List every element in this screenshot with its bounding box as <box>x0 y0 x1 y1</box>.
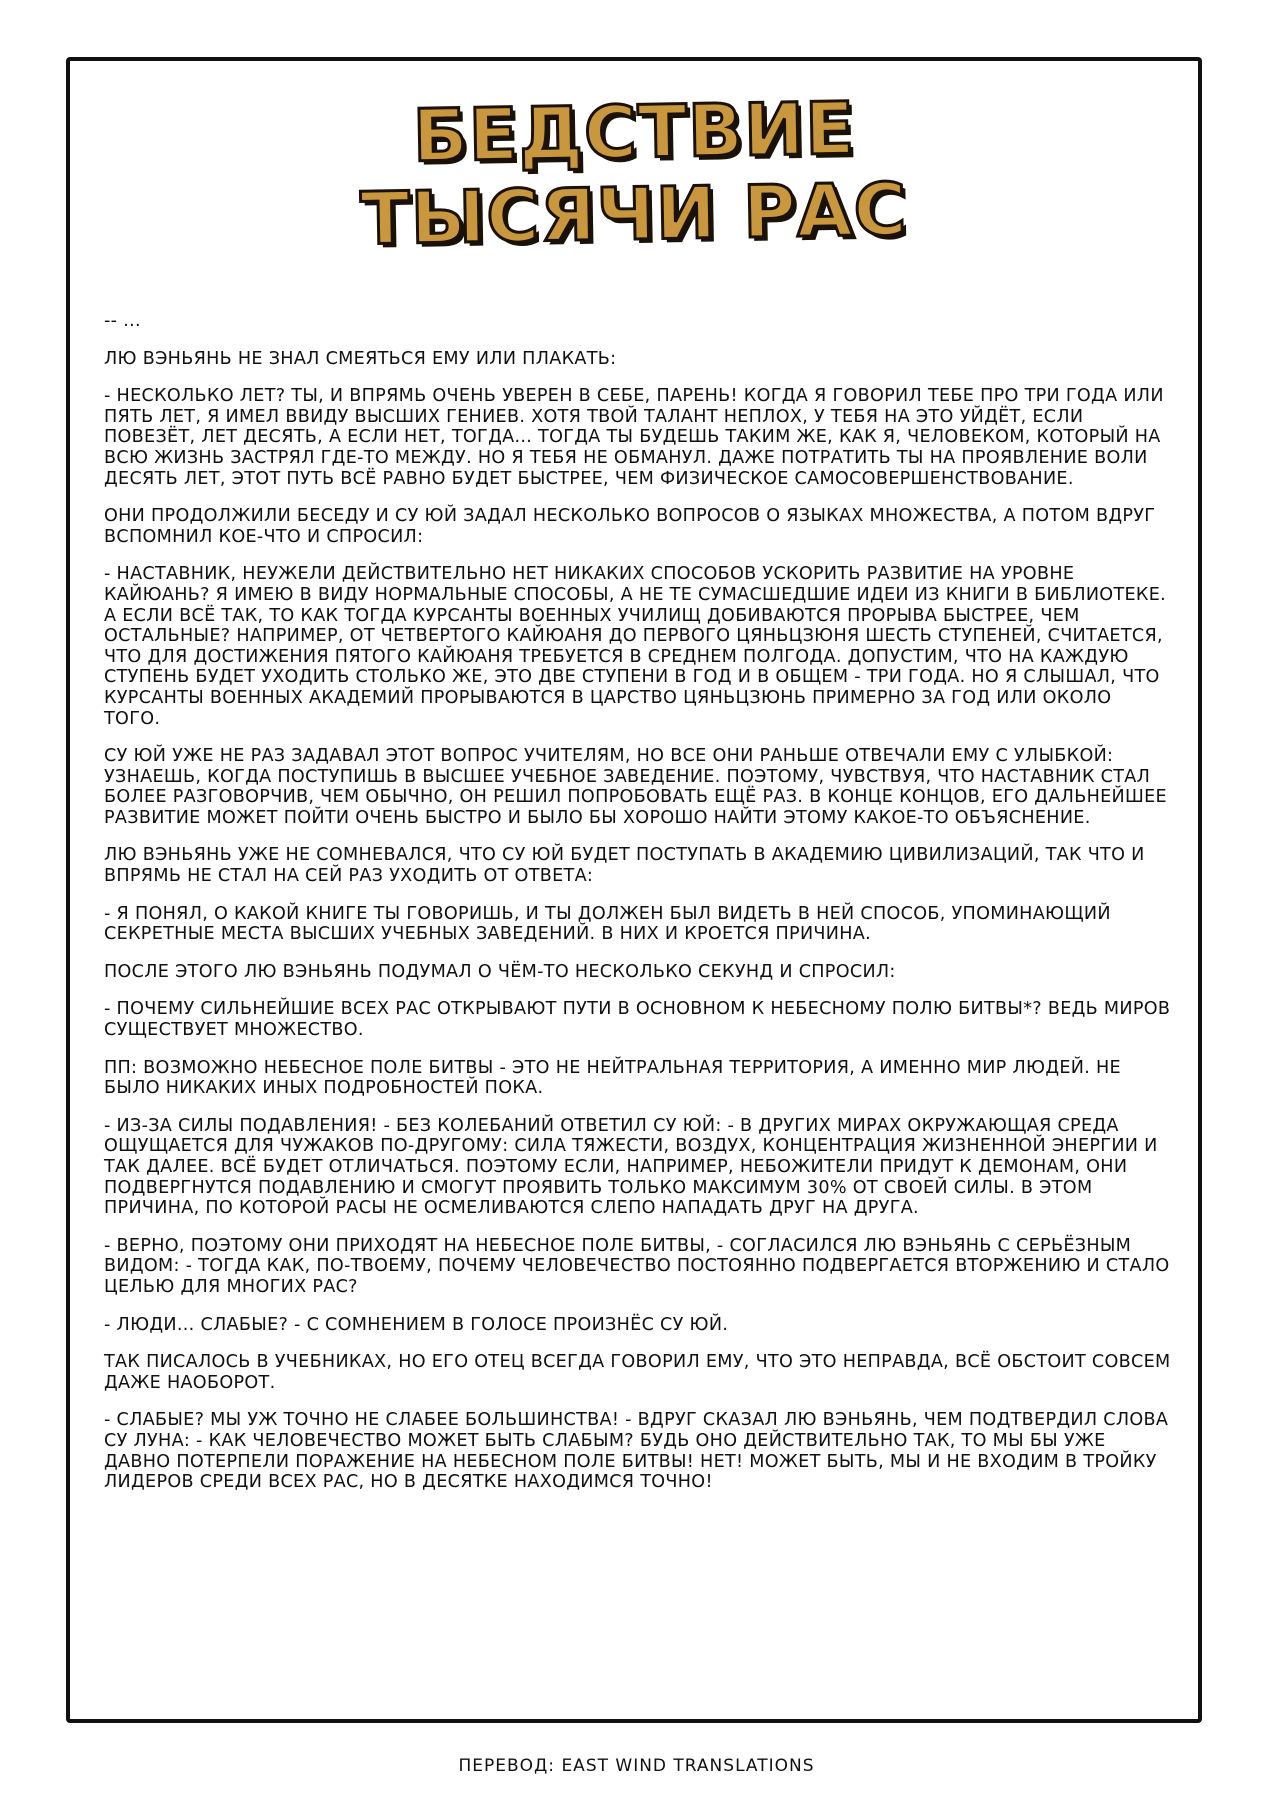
paragraph: ЛЮ ВЭНЬЯНЬ УЖЕ НЕ СОМНЕВАЛСЯ, ЧТО СУ ЮЙ БУДЕТ ПОСТУПАТЬ В АКАДЕМИЮ ЦИВИЛИЗАЦИЙ, ТАК ЧТО И ВПРЯМЬ НЕ СТАЛ НА СЕЙ РАЗ УХОДИТЬ ОТ ОТВЕТА: <box>104 845 1145 887</box>
paragraph: ЛЮ ВЭНЬЯНЬ НЕ ЗНАЛ СМЕЯТЬСЯ ЕМУ ИЛИ ПЛАКАТЬ: <box>104 348 617 369</box>
paragraph: ТАК ПИСАЛОСЬ В УЧЕБНИКАХ, НО ЕГО ОТЕЦ ВСЕГДА ГОВОРИЛ ЕМУ, ЧТО ЭТО НЕПРАВДА, ВСЁ ОБСТОИТ СОВСЕМ ДАЖЕ НАОБОРОТ. <box>104 1352 1171 1393</box>
paragraph: - ЛЮДИ... СЛАБЫЕ? - С СОМНЕНИЕМ В ГОЛОСЕ ПРОИЗНЁС СУ ЮЙ. <box>104 1314 729 1335</box>
title-line-2: ТЫСЯЧИ РАС <box>359 167 909 261</box>
paragraph: - ПОЧЕМУ СИЛЬНЕЙШИЕ ВСЕХ РАС ОТКРЫВАЮТ ПУТИ В ОСНОВНОМ К НЕБЕСНОМУ ПОЛЮ БИТВЫ*? ВЕДЬ МИРОВ СУЩЕСТВУЕТ МНОЖЕСТВО. <box>104 999 1171 1041</box>
paragraph: - ВЕРНО, ПОЭТОМУ ОНИ ПРИХОДЯТ НА НЕБЕСНОЕ ПОЛЕ БИТВЫ, - СОГЛАСИЛСЯ ЛЮ ВЭНЬЯНЬ С СЕРЬЁЗНЫМ ВИДОМ: - ТОГДА КАК, ПО-ТВОЕМУ, ПОЧЕМУ ЧЕЛОВЕЧЕСТВО ПОСТОЯННО ПОДВЕРГАЕТСЯ ВТОРЖЕНИЮ И СТАЛО ЦЕЛЬЮ ДЛЯ МНОГИХ РАС? <box>104 1235 1170 1297</box>
paragraph: - ИЗ-ЗА СИЛЫ ПОДАВЛЕНИЯ! - БЕЗ КОЛЕБАНИЙ ОТВЕТИЛ СУ ЮЙ: - В ДРУГИХ МИРАХ ОКРУЖАЮЩАЯ СРЕДА ОЩУЩАЕТСЯ ДЛЯ ЧУЖАКОВ ПО-ДРУГОМУ: СИЛА ТЯЖЕСТИ, ВОЗДУХ, КОНЦЕНТРАЦИЯ ЖИЗНЕННОЙ ЭНЕРГИИ И ТАК ДАЛЕЕ. ВСЁ БУДЕТ ОТЛИЧАТЬСЯ. ПОЭТОМУ ЕСЛИ, НАПРИМЕР, НЕБОЖИТЕЛИ ПРИДУТ К ДЕМОНАМ, ОНИ ПОДВЕРГНУТСЯ ПОДАВЛЕНИЮ И СМОГУТ ПРОЯВИТЬ ТОЛЬКО МАКСИМУМ 30% ОТ СВОЕЙ СИЛЫ. В ЭТОМ ПРИЧИНА, ПО КОТОРОЙ РАСЫ НЕ ОСМЕЛИВАЮТСЯ СЛЕПО НАПАДАТЬ ДРУГ НА ДРУГА. <box>104 1115 1158 1219</box>
paragraph: ОНИ ПРОДОЛЖИЛИ БЕСЕДУ И СУ ЮЙ ЗАДАЛ НЕСКОЛЬКО ВОПРОСОВ О ЯЗЫКАХ МНОЖЕСТВА, А ПОТОМ ВДРУГ ВСПОМНИЛ КОЕ-ЧТО И СПРОСИЛ: <box>104 506 1156 547</box>
chapter-text <box>104 311 1172 1510</box>
page-frame <box>66 57 1202 1723</box>
translation-credit: ПЕРЕВОД: EAST WIND TRANSLATIONS <box>458 1756 815 1776</box>
paragraph: СУ ЮЙ УЖЕ НЕ РАЗ ЗАДАВАЛ ЭТОТ ВОПРОС УЧИТЕЛЯМ, НО ВСЕ ОНИ РАНЬШЕ ОТВЕЧАЛИ ЕМУ С УЛЫБКОЙ: УЗНАЕШЬ, КОГДА ПОСТУПИШЬ В ВЫСШЕЕ УЧЕБНОЕ ЗАВЕДЕНИЕ. ПОЭТОМУ, ЧУВСТВУЯ, ЧТО НАСТАВНИК СТАЛ БОЛЕЕ РАЗГОВОРЧИВ, ЧЕМ ОБЫЧНО, ОН РЕШИЛ ПОПРОБОВАТЬ ЕЩЁ РАЗ. В КОНЦЕ КОНЦОВ, ЕГО ДАЛЬНЕЙШЕЕ РАЗВИТИЕ МОЖЕТ ПОЙТИ ОЧЕНЬ БЫСТРО И БЫЛО БЫ ХОРОШО НАЙТИ ЭТОМУ КАКОЕ-ТО ОБЪЯСНЕНИЕ. <box>104 746 1167 828</box>
paragraph: - СЛАБЫЕ? МЫ УЖ ТОЧНО НЕ СЛАБЕЕ БОЛЬШИНСТВА! - ВДРУГ СКАЗАЛ ЛЮ ВЭНЬЯНЬ, ЧЕМ ПОДТВЕРДИЛ СЛОВА СУ ЛУНА: - КАК ЧЕЛОВЕЧЕСТВО МОЖЕТ БЫТЬ СЛАБЫМ? БУДЬ ОНО ДЕЙСТВИТЕЛЬНО ТАК, ТО МЫ БЫ УЖЕ ДАВНО ПОТЕРПЕЛИ ПОРАЖЕНИЕ НА НЕБЕСНОМ ПОЛЕ БИТВЫ! НЕТ! МОЖЕТ БЫТЬ, МЫ И НЕ ВХОДИМ В ТРОЙКУ ЛИДЕРОВ СРЕДИ ВСЕХ РАС, НО В ДЕСЯТКЕ НАХОДИМСЯ ТОЧНО! <box>104 1410 1169 1493</box>
paragraph: -- ... <box>104 311 141 331</box>
translator-note: ПП: ВОЗМОЖНО НЕБЕСНОЕ ПОЛЕ БИТВЫ - ЭТО НЕ НЕЙТРАЛЬНАЯ ТЕРРИТОРИЯ, А ИМЕННО МИР ЛЮДЕЙ. НЕ БЫЛО НИКАКИХ ИНЫХ ПОДРОБНОСТЕЙ ПОКА. <box>104 1057 1121 1099</box>
page-title <box>70 86 1198 261</box>
paragraph: - НЕСКОЛЬКО ЛЕТ? ТЫ, И ВПРЯМЬ ОЧЕНЬ УВЕРЕН В СЕБЕ, ПАРЕНЬ! КОГДА Я ГОВОРИЛ ТЕБЕ ПРО ТРИ ГОДА ИЛИ ПЯТЬ ЛЕТ, Я ИМЕЛ ВВИДУ ВЫСШИХ ГЕНИЕВ. ХОТЯ ТВОЙ ТАЛАНТ НЕПЛОХ, У ТЕБЯ НА ЭТО УЙДЁТ, ЕСЛИ ПОВЕЗЁТ, ЛЕТ ДЕСЯТЬ, А ЕСЛИ НЕТ, ТОГДА... ТОГДА ТЫ БУДЕШЬ ТАКИМ ЖЕ, КАК Я, ЧЕЛОВЕКОМ, КОТОРЫЙ НА ВСЮ ЖИЗНЬ ЗАСТРЯЛ ГДЕ-ТО МЕЖДУ. НО Я ТЕБЯ НЕ ОБМАНУЛ. ДАЖЕ ПОТРАТИТЬ ТЫ НА ПРОЯВЛЕНИЕ ВОЛИ ДЕСЯТЬ ЛЕТ, ЭТОТ ПУТЬ ВСЁ РАВНО БУДЕТ БЫСТРЕЕ, ЧЕМ ФИЗИЧЕСКОЕ САМОСОВЕРШЕНСТВОВАНИЕ. <box>104 386 1164 489</box>
title-line-1: БЕДСТВИЕ <box>412 86 856 178</box>
paragraph: - НАСТАВНИК, НЕУЖЕЛИ ДЕЙСТВИТЕЛЬНО НЕТ НИКАКИХ СПОСОБОВ УСКОРИТЬ РАЗВИТИЕ НА УРОВНЕ КАЙЮАНЬ? Я ИМЕЮ В ВИДУ НОРМАЛЬНЫЕ СПОСОБЫ, А НЕ ТЕ СУМАСШЕДШИЕ ИДЕИ ИЗ КНИГИ В БИБЛИОТЕКЕ. А ЕСЛИ ВСЁ ТАК, ТО КАК ТОГДА КУРСАНТЫ ВОЕННЫХ УЧИЛИЩ ДОБИВАЮТСЯ ПРОРЫВА БЫСТРЕЕ, ЧЕМ ОСТАЛЬНЫЕ? НАПРИМЕР, ОТ ЧЕТВЕРТОГО КАЙЮАНЯ ДО ПЕРВОГО ЦЯНЬЦЗЮНЯ ШЕСТЬ СТУПЕНЕЙ, СЧИТАЕТСЯ, ЧТО ДЛЯ ДОСТИЖЕНИЯ ПЯТОГО КАЙЮАНЯ ТРЕБУЕТСЯ В СРЕДНЕМ ПОЛГОДА. ДОПУСТИМ, ЧТО НА КАЖДУЮ СТУПЕНЬ БУДЕТ УХОДИТЬ СТОЛЬКО ЖЕ, ЭТО ДВЕ СТУПЕНИ В ГОД И В ОБЩЕМ - ТРИ ГОДА. НО Я СЛЫШАЛ, ЧТО КУРСАНТЫ ВОЕННЫХ АКАДЕМИЙ ПРОРЫВАЮТСЯ В ЦАРСТВО ЦЯНЬЦЗЮНЬ ПРИМЕРНО ЗА ГОД ИЛИ ОКОЛО ТОГО. <box>104 564 1167 729</box>
paragraph: ПОСЛЕ ЭТОГО ЛЮ ВЭНЬЯНЬ ПОДУМАЛ О ЧЁМ-ТО НЕСКОЛЬКО СЕКУНД И СПРОСИЛ: <box>104 961 896 982</box>
paragraph: - Я ПОНЯЛ, О КАКОЙ КНИГЕ ТЫ ГОВОРИШЬ, И ТЫ ДОЛЖЕН БЫЛ ВИДЕТЬ В НЕЙ СПОСОБ, УПОМИНАЮЩИЙ СЕКРЕТНЫЕ МЕСТА ВЫСШИХ УЧЕБНЫХ ЗАВЕДЕНИЙ. В НИХ И КРОЕТСЯ ПРИЧИНА. <box>104 903 1111 945</box>
